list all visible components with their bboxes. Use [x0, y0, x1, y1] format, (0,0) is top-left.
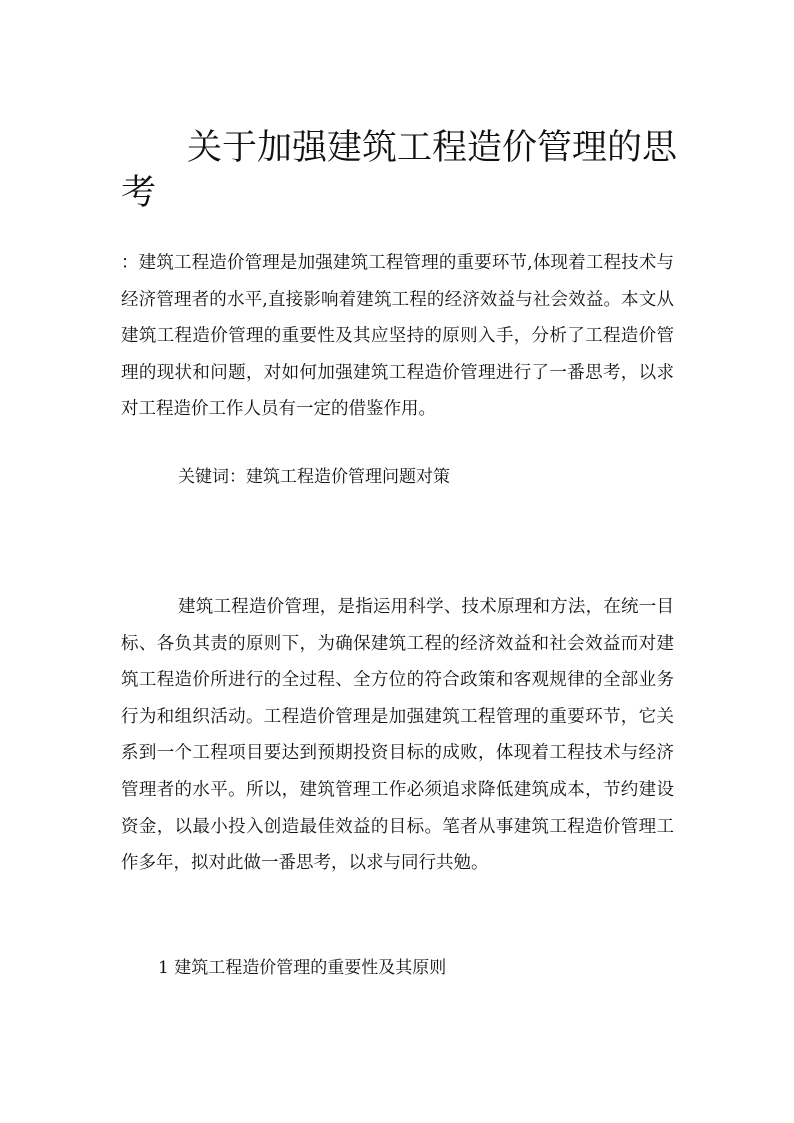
keywords-line: 关键词：建筑工程造价管理问题对策 — [178, 467, 450, 487]
document-title: 关于加强建筑工程造价管理的思考 — [121, 128, 678, 213]
abstract-paragraph: ：建筑工程造价管理是加强建筑工程管理的重要环节,体现着工程技术与经济管理者的水平,直接影响着建筑工程的经济效益与社会效益。本文从建筑工程造价管理的重要性及其应坚持的原则入手，分析了工程造价管理的现状和问题，对如何加强建筑工程造价管理进行了一番思考，以求对工程造价工作人员有一定的借鉴作用。 — [121, 253, 674, 419]
section-heading: 1 建筑工程造价管理的重要性及其原则 — [158, 958, 447, 978]
body-paragraph: 建筑工程造价管理，是指运用科学、技术原理和方法，在统一目标、各负其责的原则下，为确保建筑工程的经济效益和社会效益而对建筑工程造价所进行的全过程、全方位的符合政策和客观规律的全部业务行为和组织活动。工程造价管理是加强建筑工程管理的重要环节，它关系到一个工程项目要达到预期投资目标的成败，体现着工程技术与经济管理者的水平。所以，建筑管理工作必须追求降低建筑成本，节约建设资金，以最小投入创造最佳效益的目标。笔者从事建筑工程造价管理工作多年，拟对此做一番思考，以求与同行共勉。 — [121, 597, 674, 874]
